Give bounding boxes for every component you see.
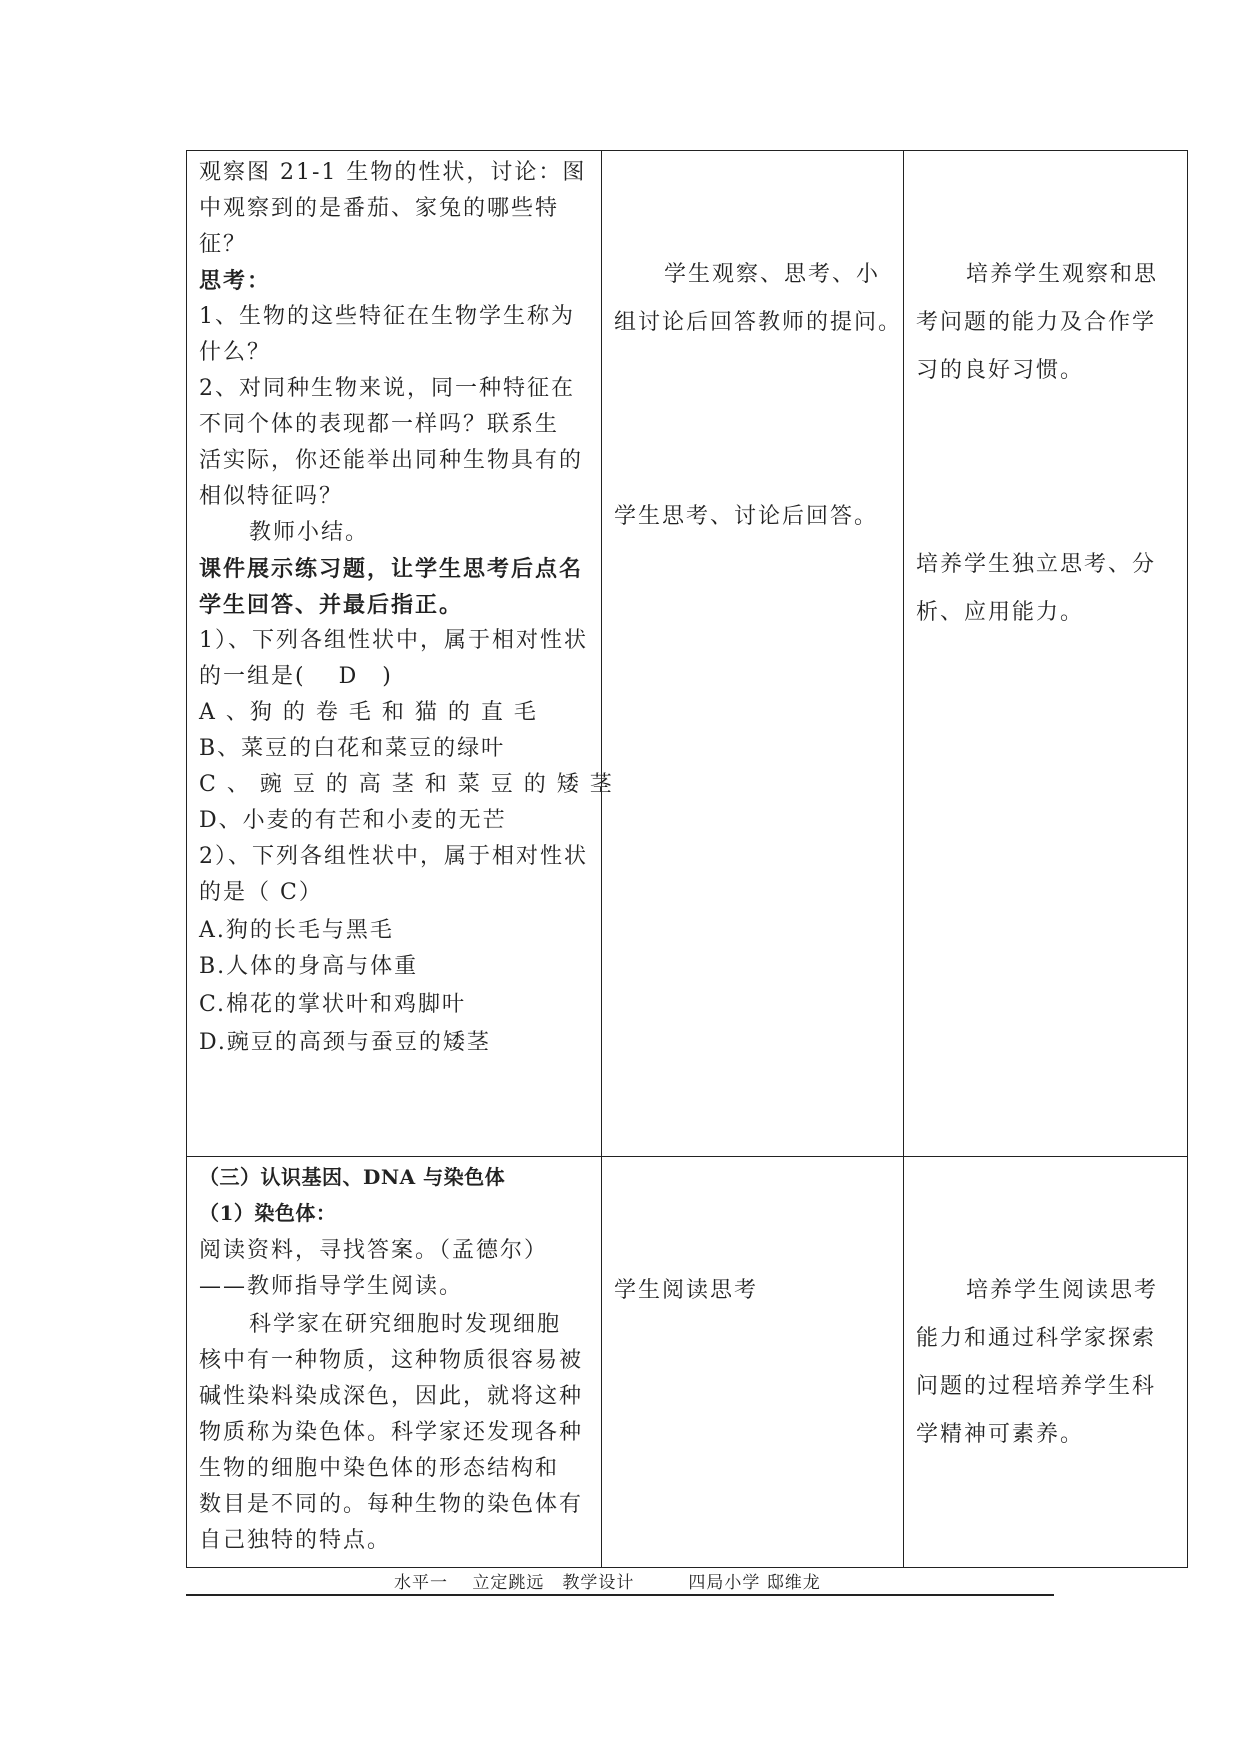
section-heading: 学生回答、并最后指正。 <box>199 592 464 618</box>
design-intent-cell <box>904 151 1188 1157</box>
option-text: D.豌豆的高颈与蚕豆的矮茎 <box>199 1030 491 1055</box>
text-line: 问题的过程培养学生科 <box>916 1374 1157 1399</box>
option-text: B.人体的身高与体重 <box>199 954 419 979</box>
text-line: 科学家在研究细胞时发现细胞 <box>249 1312 562 1337</box>
option-text: D、小麦的有芒和小麦的无芒 <box>199 808 507 833</box>
text-line: 教师小结。 <box>249 520 370 545</box>
text-line: 析、应用能力。 <box>916 600 1085 625</box>
section-heading: （三）认识基因、DNA 与染色体 <box>199 1165 506 1189</box>
text-line: 学精神可素养。 <box>916 1422 1085 1447</box>
text-line: 什么？ <box>199 340 272 365</box>
text-line: 中观察到的是番茄、家兔的哪些特 <box>199 196 560 221</box>
text-line: 学生思考、讨论后回答。 <box>614 504 879 529</box>
page-footer: 水平一 立定跳远 教学设计 四局小学 邸维龙 <box>394 1573 821 1593</box>
text-line: 学生阅读思考 <box>614 1278 759 1303</box>
lesson-plan-table <box>186 150 1188 1568</box>
text-line: 考问题的能力及合作学 <box>916 310 1157 335</box>
text-line: 征？ <box>199 232 248 257</box>
text-line: 1、生物的这些特征在生物学生称为 <box>199 304 575 329</box>
text-line: 不同个体的表现都一样吗？联系生 <box>199 412 560 437</box>
table-row <box>187 151 1188 1157</box>
design-intent-cell <box>904 1157 1188 1568</box>
question-text: 2）、下列各组性状中，属于相对性状 <box>199 844 588 869</box>
text-line: 组讨论后回答教师的提问。 <box>614 310 903 335</box>
teacher-activity-cell <box>187 1157 602 1568</box>
text-line: 活实际，你还能举出同种生物具有的 <box>199 448 584 473</box>
question-text: 的一组是( D ) <box>199 664 393 689</box>
option-text: B、菜豆的白花和菜豆的绿叶 <box>199 736 506 761</box>
option-text: A 、狗 的 卷 毛 和 猫 的 直 毛 <box>199 700 538 725</box>
text-line: ——教师指导学生阅读。 <box>199 1274 464 1299</box>
text-line: 数目是不同的。每种生物的染色体有 <box>199 1492 584 1517</box>
text-line: 核中有一种物质，这种物质很容易被 <box>199 1348 584 1373</box>
option-text: C.棉花的掌状叶和鸡脚叶 <box>199 992 467 1017</box>
option-text: A.狗的长毛与黑毛 <box>199 918 394 943</box>
text-line: 物质称为染色体。科学家还发现各种 <box>199 1420 584 1445</box>
text-line: 习的良好习惯。 <box>916 358 1085 383</box>
text-line: 培养学生观察和思 <box>966 262 1159 287</box>
text-line: 学生观察、思考、小 <box>664 262 881 287</box>
text-line: 生物的细胞中染色体的形态结构和 <box>199 1456 560 1481</box>
question-text: 的是（ C） <box>199 880 323 905</box>
section-heading: （1）染色体： <box>199 1201 337 1225</box>
text-line: 培养学生独立思考、分 <box>916 552 1157 577</box>
option-text: C 、 豌 豆 的 高 茎 和 菜 豆 的 矮 茎 <box>199 772 614 797</box>
student-activity-cell <box>602 1157 904 1568</box>
text-line: 自己独特的特点。 <box>199 1528 392 1553</box>
question-text: 1）、下列各组性状中，属于相对性状 <box>199 628 588 653</box>
table-row <box>187 1157 1188 1568</box>
text-line: 2、对同种生物来说，同一种特征在 <box>199 376 575 401</box>
text-line: 观察图 21-1 生物的性状，讨论：图 <box>199 160 587 185</box>
text-line: 能力和通过科学家探索 <box>916 1326 1157 1351</box>
text-line: 相似特征吗？ <box>199 484 344 509</box>
student-activity-cell <box>602 151 904 1157</box>
teacher-activity-cell <box>187 151 614 1157</box>
section-heading: 思考： <box>199 268 272 294</box>
text-line: 碱性染料染成深色，因此，就将这种 <box>199 1384 584 1409</box>
text-line: 培养学生阅读思考 <box>966 1278 1159 1303</box>
section-heading: 课件展示练习题，让学生思考后点名 <box>199 556 584 582</box>
text-line: 阅读资料，寻找答案。（孟德尔） <box>199 1238 549 1263</box>
footer-divider <box>186 1594 1054 1596</box>
